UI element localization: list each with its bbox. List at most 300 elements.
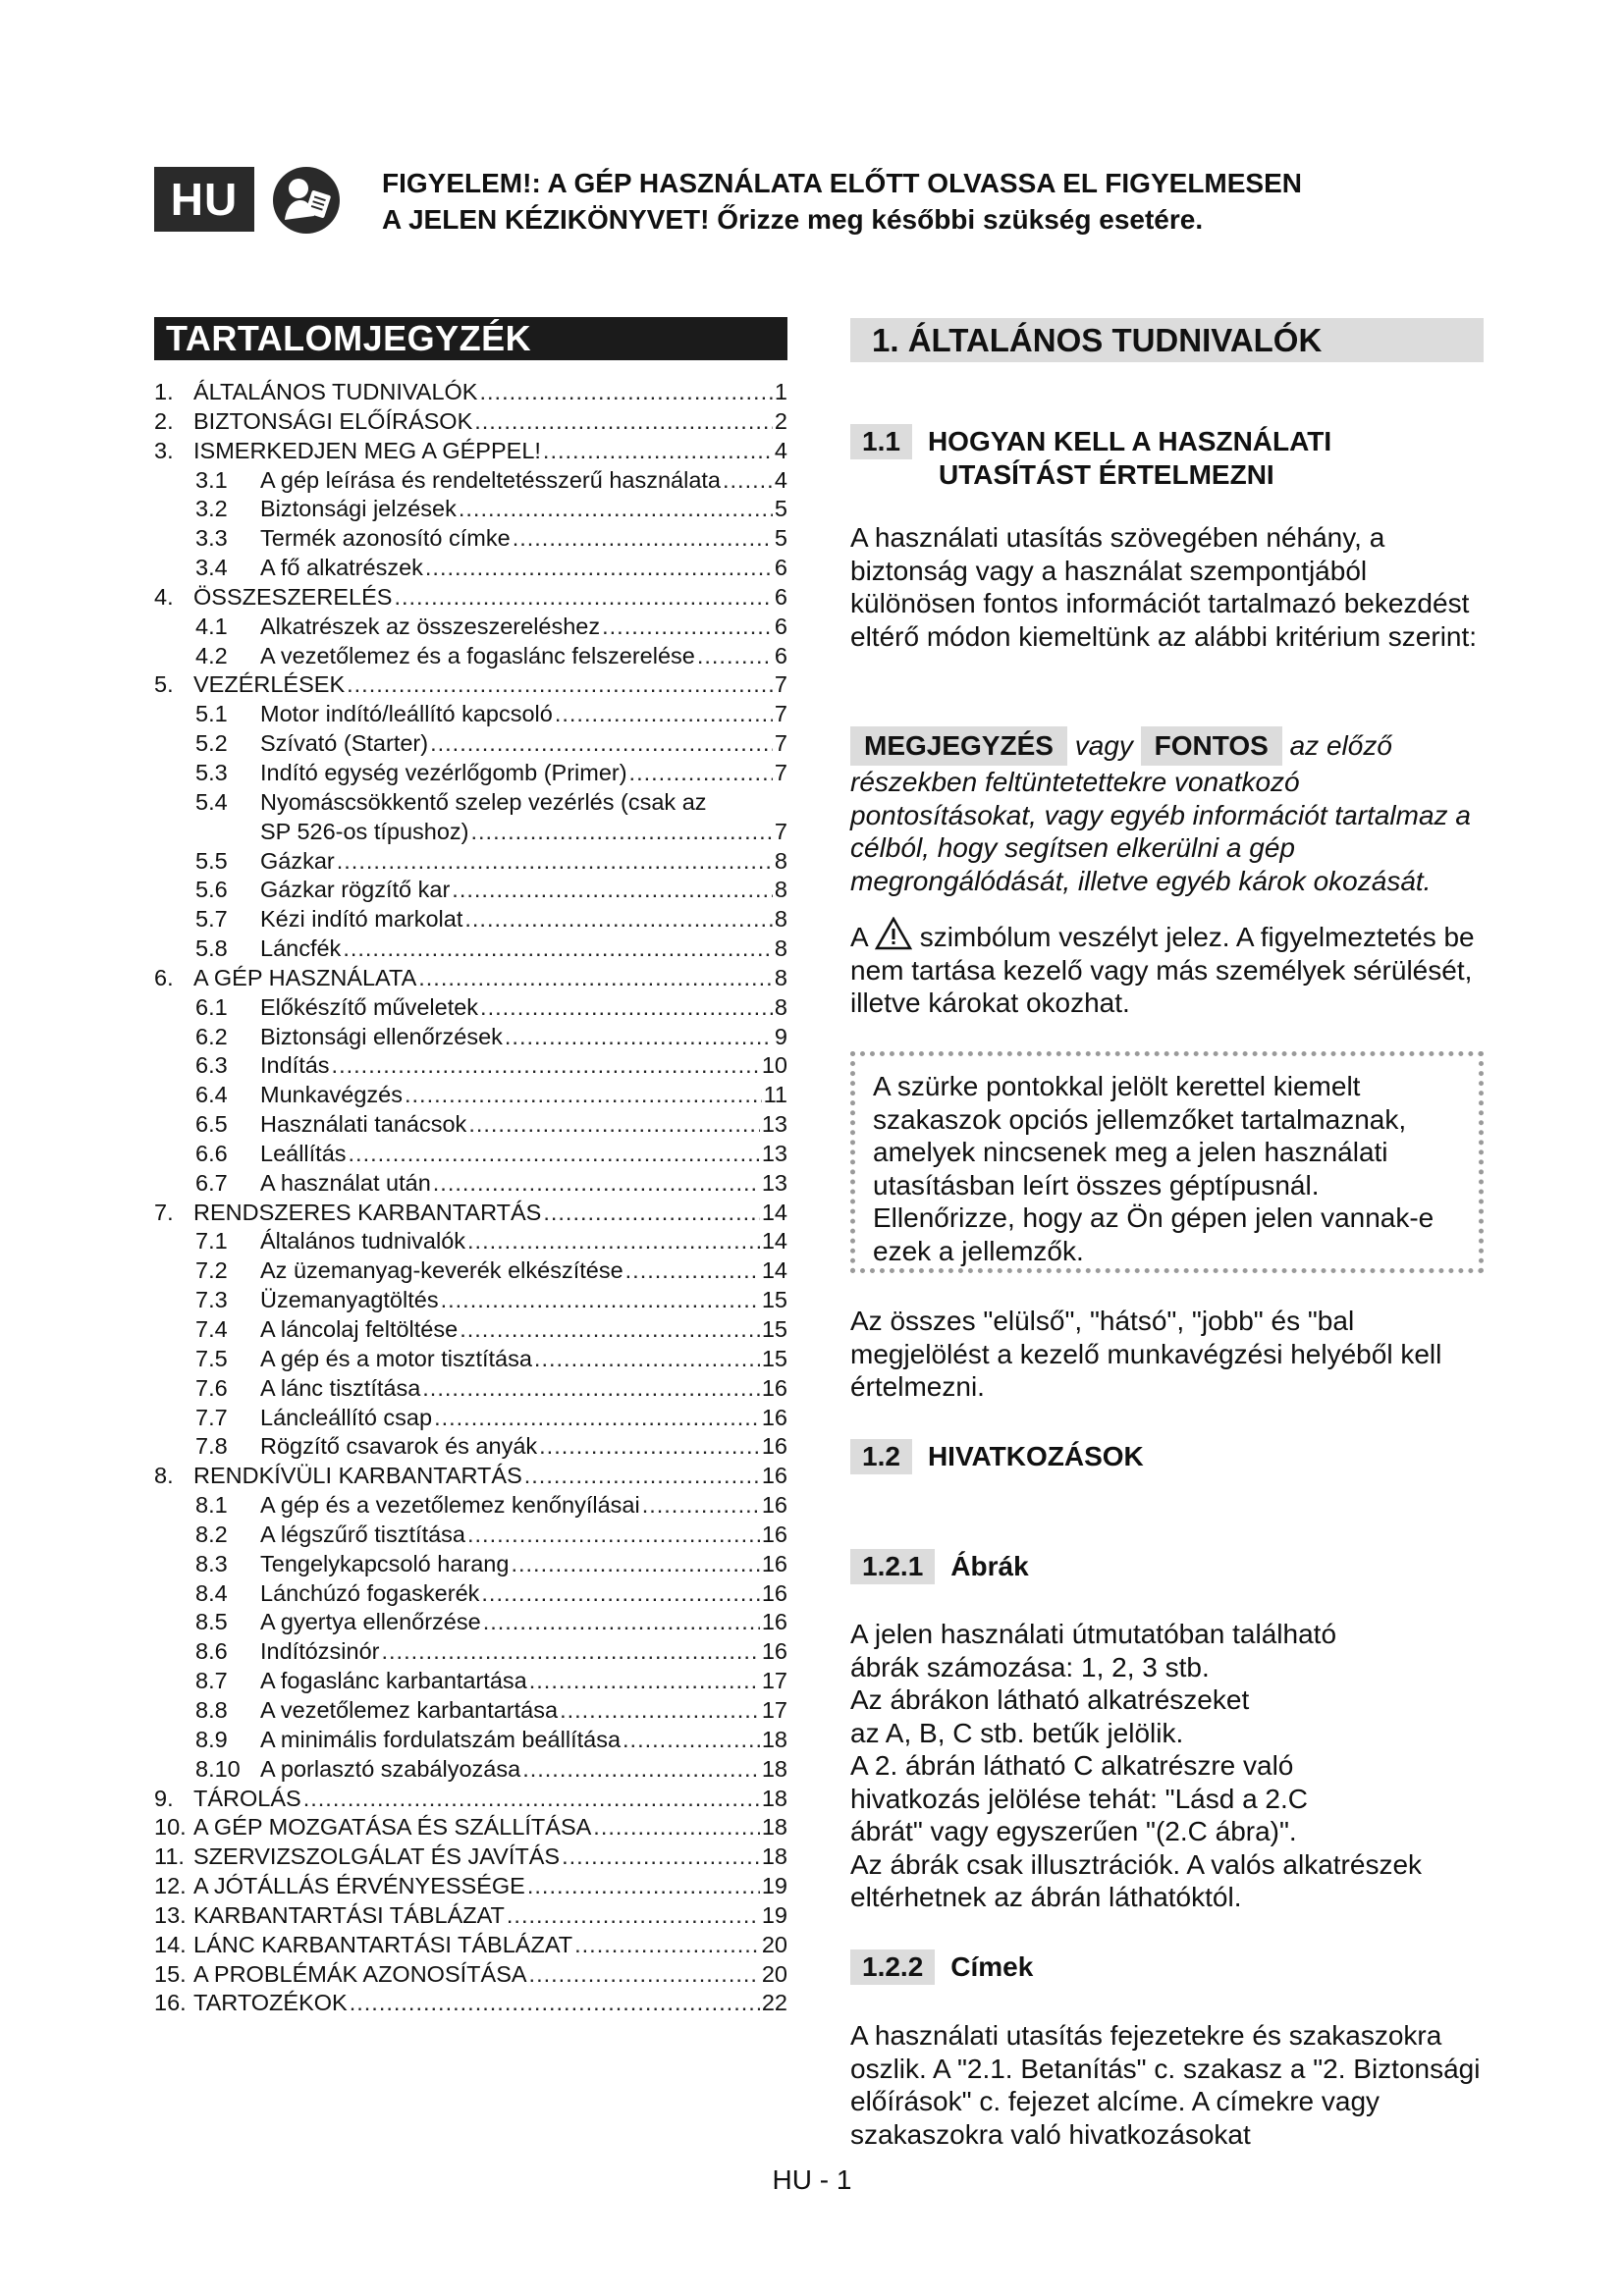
toc-entry-title: A használat után bbox=[260, 1169, 431, 1196]
toc-entry-page: 16 bbox=[761, 1609, 787, 1635]
toc-entry-title: Tengelykapcsoló harang bbox=[260, 1550, 510, 1576]
toc-dot-leader bbox=[459, 496, 773, 522]
toc-entry-page: 22 bbox=[761, 1990, 787, 2016]
toc-entry-title: ÖSSZESZERELÉS bbox=[193, 583, 393, 610]
toc-dot-leader bbox=[723, 467, 773, 494]
toc-entry[interactable] bbox=[154, 1756, 787, 1786]
section-1-2-2-title: Címek bbox=[950, 1951, 1034, 1982]
toc-entry[interactable] bbox=[154, 1492, 787, 1522]
toc-entry[interactable] bbox=[154, 906, 787, 935]
toc-entry[interactable] bbox=[154, 965, 787, 994]
toc-entry-title: A gyertya ellenőrzése bbox=[260, 1609, 481, 1635]
toc-entry-title: Indító egység vezérlőgomb (Primer) bbox=[260, 759, 627, 785]
section-1-2-1-number: 1.2.1 bbox=[850, 1549, 935, 1584]
toc-entry[interactable] bbox=[154, 701, 787, 730]
toc-entry-page: 18 bbox=[761, 1843, 787, 1870]
toc-entry[interactable] bbox=[154, 1990, 787, 2019]
page-number: HU - 1 bbox=[772, 2164, 852, 2195]
section-1-2-1-heading bbox=[850, 1549, 1029, 1584]
toc-entry[interactable] bbox=[154, 730, 787, 760]
toc-entry-title: Láncleállító csap bbox=[260, 1404, 433, 1430]
section-1-2-heading bbox=[850, 1439, 1144, 1474]
toc-entry-page: 14 bbox=[761, 1228, 787, 1255]
toc-dot-leader bbox=[430, 730, 773, 757]
toc-entry[interactable] bbox=[154, 1287, 787, 1316]
toc-entry-number: 4.1 bbox=[195, 613, 228, 639]
toc-entry-title: Termék azonosító címke bbox=[260, 525, 511, 552]
toc-entry[interactable] bbox=[154, 935, 787, 965]
toc-entry-page: 5 bbox=[774, 496, 787, 522]
toc-entry-page: 15 bbox=[761, 1345, 787, 1371]
figures-line-9: eltérhetnek az ábrán láthatóktól. bbox=[850, 1882, 1242, 1912]
toc-entry[interactable] bbox=[154, 1141, 787, 1170]
toc-dot-leader bbox=[418, 965, 773, 991]
toc-dot-leader bbox=[480, 994, 773, 1021]
toc-entry-number: 7.6 bbox=[195, 1374, 228, 1401]
figures-line-3: Az ábrákon látható alkatrészeket bbox=[850, 1684, 1250, 1715]
figures-line-4: az A, B, C stb. betűk jelölik. bbox=[850, 1717, 1184, 1748]
toc-dot-leader bbox=[467, 1522, 760, 1548]
toc-entry-title: Előkészítő műveletek bbox=[260, 993, 479, 1020]
toc-entry-number: 5.4 bbox=[195, 788, 228, 815]
toc-dot-leader bbox=[507, 1902, 760, 1929]
toc-entry-number: 8.6 bbox=[195, 1638, 228, 1665]
toc-entry-number: 5.7 bbox=[195, 906, 228, 933]
toc-dot-leader bbox=[539, 1433, 760, 1460]
toc-entry[interactable] bbox=[154, 760, 787, 789]
toc-entry[interactable] bbox=[154, 1316, 787, 1346]
toc-entry-number: 2. bbox=[154, 407, 174, 434]
toc-entry-number: 6.5 bbox=[195, 1111, 228, 1138]
toc-entry-page: 8 bbox=[774, 906, 787, 933]
toc-entry-page: 16 bbox=[761, 1521, 787, 1547]
figures-line-5: A 2. ábrán látható C alkatrészre való bbox=[850, 1750, 1294, 1781]
toc-dot-leader bbox=[464, 906, 773, 933]
toc-entry-title: Használati tanácsok bbox=[260, 1111, 467, 1138]
toc-entry-page: 7 bbox=[774, 759, 787, 785]
toc-entry-number: 5. bbox=[154, 671, 174, 698]
toc-entry-page: 7 bbox=[774, 818, 787, 844]
toc-entry[interactable] bbox=[154, 1375, 787, 1405]
toc-entry-number: 12. bbox=[154, 1873, 187, 1899]
toc-entry-title: Nyomáscsökkentő szelep vezérlés (csak az bbox=[260, 788, 707, 815]
figures-line-8: Az ábrák csak illusztrációk. A valós alkatrészek bbox=[850, 1848, 1423, 1880]
toc-entry-title: RENDKÍVÜLI KARBANTARTÁS bbox=[193, 1463, 522, 1489]
toc-entry[interactable] bbox=[154, 1638, 787, 1668]
toc-entry-title: Gázkar bbox=[260, 847, 335, 874]
toc-entry-page: 8 bbox=[774, 993, 787, 1020]
toc-entry-number: 8.10 bbox=[195, 1755, 241, 1782]
section-1-title: 1. ÁLTALÁNOS TUDNIVALÓK bbox=[850, 318, 1484, 362]
toc-entry-page: 7 bbox=[774, 730, 787, 757]
toc-dot-leader bbox=[483, 1609, 760, 1635]
toc-entry-title: TÁROLÁS bbox=[193, 1785, 301, 1811]
toc-entry-page: 11 bbox=[763, 1082, 787, 1108]
toc-entry-title: Láncfék bbox=[260, 935, 342, 962]
toc-dot-leader bbox=[524, 1463, 760, 1489]
toc-entry-page: 18 bbox=[761, 1785, 787, 1811]
toc-entry-number: 8.4 bbox=[195, 1579, 228, 1606]
warning-triangle-icon bbox=[875, 917, 912, 950]
toc-entry[interactable] bbox=[154, 1551, 787, 1580]
toc-entry-page: 16 bbox=[761, 1463, 787, 1489]
toc-entry-title: A légszűrő tisztítása bbox=[260, 1521, 465, 1547]
toc-entry[interactable] bbox=[154, 1082, 787, 1111]
toc-dot-leader bbox=[337, 848, 773, 875]
figures-line-1: A jelen használati útmutatóban található bbox=[850, 1619, 1337, 1649]
toc-entry-number: 7.2 bbox=[195, 1257, 228, 1284]
toc-entry-number: 6.4 bbox=[195, 1082, 228, 1108]
toc-entry-page: 16 bbox=[761, 1579, 787, 1606]
toc-entry[interactable] bbox=[154, 1228, 787, 1257]
toc-entry-title: A vezetőlemez és a fogaslánc felszerelése bbox=[260, 642, 695, 668]
toc-entry-page: 17 bbox=[761, 1696, 787, 1723]
toc-entry-number: 3.4 bbox=[195, 555, 228, 581]
toc-entry[interactable] bbox=[154, 438, 787, 467]
toc-entry-title: VEZÉRLÉSEK bbox=[193, 671, 346, 698]
toc-entry[interactable] bbox=[154, 1405, 787, 1434]
toc-entry-title: A láncolaj feltöltése bbox=[260, 1316, 459, 1342]
toc-entry[interactable] bbox=[154, 1902, 787, 1932]
toc-entry[interactable] bbox=[154, 643, 787, 672]
toc-dot-leader bbox=[534, 1346, 760, 1372]
toc-entry[interactable] bbox=[154, 994, 787, 1024]
toc-entry-number: 8.7 bbox=[195, 1668, 228, 1694]
toc-dot-leader bbox=[422, 1375, 760, 1402]
toc-dot-leader bbox=[405, 1082, 762, 1108]
toc-entry-page: 4 bbox=[774, 466, 787, 493]
toc-entry-title: Kézi indító markolat bbox=[260, 906, 463, 933]
important-tag: FONTOS bbox=[1141, 726, 1282, 766]
toc-entry-number: 9. bbox=[154, 1785, 174, 1811]
toc-entry[interactable] bbox=[154, 496, 787, 525]
toc-dot-leader bbox=[543, 1200, 760, 1226]
toc-entry-page: 7 bbox=[774, 671, 787, 698]
toc-entry-number: 13. bbox=[154, 1901, 187, 1928]
toc-entry-title: A gép leírása és rendeltetésszerű használata bbox=[260, 466, 721, 493]
toc-entry-number: 6.1 bbox=[195, 993, 228, 1020]
toc-entry-title: Motor indító/leállító kapcsoló bbox=[260, 701, 553, 727]
toc-title: TARTALOMJEGYZÉK bbox=[154, 317, 787, 360]
toc-dot-leader bbox=[529, 1961, 760, 1988]
toc-entry-title: ÁLTALÁNOS TUDNIVALÓK bbox=[193, 379, 478, 404]
orientation-paragraph: Az összes "elülső", "hátsó", "jobb" és "bal megjelölést a kezelő munkavégzési helyéből kell értelmezni. bbox=[850, 1306, 1442, 1402]
toc-entry-page: 7 bbox=[774, 701, 787, 727]
toc-entry[interactable] bbox=[154, 1814, 787, 1843]
toc-entry[interactable] bbox=[154, 555, 787, 584]
toc-entry-title: A minimális fordulatszám beállítása bbox=[260, 1726, 622, 1752]
toc-entry-title: A gép és a vezetőlemez kenőnyílásai bbox=[260, 1492, 640, 1519]
toc-entry[interactable] bbox=[154, 1346, 787, 1375]
toc-entry-number: 5.5 bbox=[195, 847, 228, 874]
toc-dot-leader bbox=[479, 379, 772, 405]
toc-entry-page: 8 bbox=[774, 877, 787, 903]
toc-dot-leader bbox=[468, 1111, 760, 1138]
toc-dot-leader bbox=[527, 1873, 760, 1899]
read-manual-icon bbox=[271, 165, 342, 236]
toc-entry-number: 8. bbox=[154, 1463, 174, 1489]
toc-entry-number: 6.7 bbox=[195, 1169, 228, 1196]
toc-entry-title: RENDSZERES KARBANTARTÁS bbox=[193, 1199, 542, 1225]
toc-entry-page: 9 bbox=[774, 1023, 787, 1049]
toc-entry[interactable] bbox=[154, 1843, 787, 1873]
toc-entry-title: A porlasztó szabályozása bbox=[260, 1755, 521, 1782]
section-1-2-title: HIVATKOZÁSOK bbox=[927, 1441, 1144, 1471]
section-1-2-number: 1.2 bbox=[850, 1439, 912, 1474]
figures-line-6: hivatkozás jelölése tehát: "Lásd a 2.C bbox=[850, 1783, 1308, 1814]
intro-paragraph: A használati utasítás szövegében néhány, a biztonság vagy a használat szempontjából különösen fontos információt tartalmazó bekezdést eltérő módon kiemeltünk az alábbi kritérium szerint: bbox=[850, 522, 1478, 652]
toc-entry[interactable] bbox=[154, 379, 787, 408]
toc-entry-page: 16 bbox=[761, 1492, 787, 1519]
toc-entry-number: 14. bbox=[154, 1931, 187, 1957]
toc-entry-number: 7.8 bbox=[195, 1433, 228, 1460]
toc-entry-number: 6.6 bbox=[195, 1140, 228, 1166]
toc-entry[interactable] bbox=[154, 1873, 787, 1902]
optional-features-box: A szürke pontokkal jelölt kerettel kiemelt szakaszok opciós jellemzőket tartalmaznak, amelyek nincsenek meg a jelen használati utasításban leírt összes géptípusnál. Ellenőrizze, hogy az Ön gépen jelen vannak-e ezek a jellemzők. bbox=[850, 1051, 1484, 1273]
danger-text-a: A bbox=[850, 922, 868, 952]
toc-entry-title: Munkavégzés bbox=[260, 1082, 403, 1108]
section-1-2-2-number: 1.2.2 bbox=[850, 1949, 935, 1985]
toc-entry[interactable] bbox=[154, 877, 787, 906]
toc-entry-title: ISMERKEDJEN MEG A GÉPPEL! bbox=[193, 437, 541, 463]
toc-entry-number: 6.3 bbox=[195, 1052, 228, 1079]
toc-entry-page: 13 bbox=[761, 1140, 787, 1166]
toc-entry[interactable] bbox=[154, 1111, 787, 1141]
toc-entry-page: 8 bbox=[774, 964, 787, 990]
toc-entry-number: 5.6 bbox=[195, 877, 228, 903]
toc-entry-number: 5.3 bbox=[195, 759, 228, 785]
toc-dot-leader bbox=[625, 1257, 760, 1284]
toc-entry-title: Lánchúzó fogaskerék bbox=[260, 1579, 480, 1606]
toc-entry-page: 4 bbox=[774, 437, 787, 463]
toc-entry-title: BIZTONSÁGI ELŐÍRÁSOK bbox=[193, 407, 473, 434]
toc-dot-leader bbox=[434, 1405, 760, 1431]
toc-entry[interactable] bbox=[154, 1697, 787, 1727]
toc-entry-title: Alkatrészek az összeszereléshez bbox=[260, 613, 601, 639]
toc-dot-leader bbox=[574, 1932, 760, 1958]
section-1-1-title-line2: UTASÍTÁST ÉRTELMEZNI bbox=[939, 459, 1274, 490]
toc-dot-leader bbox=[425, 555, 773, 581]
toc-entry-title: Szívató (Starter) bbox=[260, 730, 429, 757]
toc-entry[interactable] bbox=[154, 1052, 787, 1082]
manual-warning bbox=[382, 165, 1302, 238]
toc-entry-page: 8 bbox=[774, 847, 787, 874]
toc-entry-number: 7.1 bbox=[195, 1228, 228, 1255]
toc-entry-number: 3. bbox=[154, 437, 174, 463]
toc-entry-title: A fő alkatrészek bbox=[260, 555, 423, 581]
section-1-1-number: 1.1 bbox=[850, 424, 912, 459]
toc-entry-number: 7.4 bbox=[195, 1316, 228, 1342]
toc-entry[interactable] bbox=[154, 1727, 787, 1756]
toc-entry-page: 14 bbox=[761, 1199, 787, 1225]
toc-entry[interactable] bbox=[154, 525, 787, 555]
toc-entry-number: 10. bbox=[154, 1814, 187, 1841]
titles-paragraph: A használati utasítás fejezetekre és szakaszokra oszlik. A "2.1. Betanítás" c. szakasz a "2. Biztonsági előírások" c. fejezet alcíme. A címekre vagy szakaszokra való hivatkozásokat bbox=[850, 2020, 1481, 2150]
toc-entry-title: A lánc tisztítása bbox=[260, 1374, 421, 1401]
toc-entry-number: 15. bbox=[154, 1960, 187, 1987]
toc-entry-number: 5.1 bbox=[195, 701, 228, 727]
toc-entry-number: 3.2 bbox=[195, 496, 228, 522]
toc-entry-number: 7. bbox=[154, 1199, 174, 1225]
toc-entry-page: 16 bbox=[761, 1433, 787, 1460]
toc-entry-page: 20 bbox=[761, 1960, 787, 1987]
toc-entry-number: 5.8 bbox=[195, 935, 228, 962]
toc-entry-page: 13 bbox=[761, 1111, 787, 1138]
toc-entry[interactable] bbox=[154, 789, 787, 819]
toc-entry-number: 8.2 bbox=[195, 1521, 228, 1547]
toc-entry[interactable] bbox=[154, 1609, 787, 1638]
toc-entry-number: 4.2 bbox=[195, 642, 228, 668]
toc-dot-leader bbox=[349, 1141, 760, 1167]
figures-line-2: ábrák számozása: 1, 2, 3 stb. bbox=[850, 1651, 1210, 1682]
toc-dot-leader bbox=[629, 760, 773, 786]
danger-paragraph bbox=[850, 917, 1484, 1020]
toc-entry-page: 20 bbox=[761, 1931, 787, 1957]
toc-entry[interactable] bbox=[154, 408, 787, 438]
toc-entry-number: 4. bbox=[154, 583, 174, 610]
toc-dot-leader bbox=[602, 614, 773, 640]
toc-entry-title: Üzemanyagtöltés bbox=[260, 1287, 439, 1313]
toc-entry-number: 8.3 bbox=[195, 1550, 228, 1576]
section-1-1-heading bbox=[850, 424, 1331, 491]
toc-entry-number: 8.8 bbox=[195, 1696, 228, 1723]
toc-entry[interactable] bbox=[154, 1786, 787, 1815]
toc-entry-page: 10 bbox=[761, 1052, 787, 1079]
toc-entry[interactable] bbox=[154, 1024, 787, 1053]
toc-entry-title: A GÉP HASZNÁLATA bbox=[193, 964, 417, 990]
toc-entry-title: Biztonsági ellenőrzések bbox=[260, 1023, 503, 1049]
toc-entry[interactable] bbox=[154, 1257, 787, 1287]
toc-dot-leader bbox=[593, 1814, 760, 1841]
toc-entry-number: 3.1 bbox=[195, 466, 228, 493]
toc-dot-leader bbox=[460, 1316, 760, 1343]
toc-entry-page: 14 bbox=[761, 1257, 787, 1284]
toc-entry-title: A PROBLÉMÁK AZONOSÍTÁSA bbox=[193, 1960, 527, 1987]
toc-entry[interactable] bbox=[154, 467, 787, 497]
toc-entry[interactable] bbox=[154, 1961, 787, 1991]
toc-dot-leader bbox=[623, 1727, 760, 1753]
toc-entry-number: 1. bbox=[154, 379, 174, 404]
toc-entry-number: 11. bbox=[154, 1843, 185, 1870]
or-word: vagy bbox=[1074, 730, 1133, 761]
toc-entry-number: 7.7 bbox=[195, 1404, 228, 1430]
toc-entry[interactable] bbox=[154, 1433, 787, 1463]
toc-entry-number: 6.2 bbox=[195, 1023, 228, 1049]
toc-entry-page: 16 bbox=[761, 1550, 787, 1576]
toc-entry-title: LÁNC KARBANTARTÁSI TÁBLÁZAT bbox=[193, 1931, 573, 1957]
toc-dot-leader bbox=[433, 1170, 760, 1197]
toc-entry-page: 19 bbox=[761, 1873, 787, 1899]
toc-dot-leader bbox=[562, 1843, 760, 1870]
toc-dot-leader bbox=[303, 1786, 760, 1812]
toc-entry[interactable] bbox=[154, 1580, 787, 1610]
toc-entry-title: Az üzemanyag-keverék elkészítése bbox=[260, 1257, 623, 1284]
toc-dot-leader bbox=[555, 701, 773, 727]
language-badge: HU bbox=[154, 167, 254, 232]
toc-entry[interactable] bbox=[154, 1932, 787, 1961]
toc-dot-leader bbox=[522, 1756, 760, 1783]
toc-entry-page: 5 bbox=[774, 525, 787, 552]
toc-entry-page: 13 bbox=[761, 1169, 787, 1196]
toc-entry-title: SP 526-os típushoz) bbox=[260, 818, 469, 844]
note-paragraph bbox=[850, 726, 1484, 897]
toc-entry-title: A JÓTÁLLÁS ÉRVÉNYESSÉGE bbox=[193, 1873, 525, 1899]
toc-dot-leader bbox=[697, 643, 773, 669]
figures-line-7: ábrát" vagy egyszerűen "(2.C ábra)". bbox=[850, 1816, 1297, 1846]
table-of-contents bbox=[154, 379, 787, 2019]
toc-entry-title: KARBANTARTÁSI TÁBLÁZAT bbox=[193, 1901, 505, 1928]
toc-entry-title: SZERVIZSZOLGÁLAT ÉS JAVÍTÁS bbox=[193, 1843, 561, 1870]
toc-entry-title: Gázkar rögzítő kar bbox=[260, 877, 451, 903]
toc-dot-leader bbox=[642, 1492, 760, 1519]
toc-entry[interactable] bbox=[154, 1200, 787, 1229]
toc-entry[interactable] bbox=[154, 1522, 787, 1551]
toc-entry-title: Általános tudnivalók bbox=[260, 1228, 466, 1255]
note-text: előző részekben feltüntetettekre vonatkozó pontosításokat, vagy egyéb információt tartalmaz a célból, hogy segítsen elkerülni a gép megrongálódását, illetve egyéb károk okozását. bbox=[850, 730, 1471, 896]
toc-dot-leader bbox=[350, 1990, 760, 2016]
toc-entry[interactable] bbox=[154, 819, 787, 848]
toc-entry-title: A fogaslánc karbantartása bbox=[260, 1668, 527, 1694]
figures-paragraph bbox=[850, 1618, 1484, 1914]
toc-entry-number: 16. bbox=[154, 1990, 187, 2016]
toc-dot-leader bbox=[505, 1024, 773, 1050]
section-1-2-1-title: Ábrák bbox=[950, 1551, 1029, 1581]
toc-entry-title: Indítás bbox=[260, 1052, 330, 1079]
toc-entry-number: 8.9 bbox=[195, 1726, 228, 1752]
toc-entry-page: 8 bbox=[774, 935, 787, 962]
toc-dot-leader bbox=[347, 671, 773, 698]
toc-entry-title: A GÉP MOZGATÁSA ÉS SZÁLLÍTÁSA bbox=[193, 1814, 592, 1841]
toc-entry[interactable] bbox=[154, 1463, 787, 1492]
toc-entry[interactable] bbox=[154, 671, 787, 701]
toc-entry-number: 8.5 bbox=[195, 1609, 228, 1635]
toc-entry-page: 18 bbox=[761, 1755, 787, 1782]
warning-line-1: FIGYELEM!: A GÉP HASZNÁLATA ELŐTT OLVASSA EL FIGYELMESEN bbox=[382, 168, 1302, 198]
toc-entry-page: 1 bbox=[774, 379, 787, 404]
toc-entry-number: 7.3 bbox=[195, 1287, 228, 1313]
toc-entry-title: A vezetőlemez karbantartása bbox=[260, 1696, 559, 1723]
danger-text-b: szimbólum veszélyt jelez. A figyelmeztetés be nem tartása kezelő vagy más személyek sérülését, illetve károkat okozhat. bbox=[850, 922, 1475, 1018]
toc-dot-leader bbox=[481, 1580, 759, 1607]
toc-entry-page: 18 bbox=[761, 1726, 787, 1752]
toc-entry[interactable] bbox=[154, 1668, 787, 1697]
toc-dot-leader bbox=[394, 584, 772, 611]
note-start: az bbox=[1289, 730, 1320, 761]
toc-dot-leader bbox=[343, 935, 773, 962]
toc-entry-page: 16 bbox=[761, 1374, 787, 1401]
toc-entry-title: A gép és a motor tisztítása bbox=[260, 1345, 532, 1371]
toc-dot-leader bbox=[513, 525, 773, 552]
toc-dot-leader bbox=[441, 1287, 760, 1313]
section-1-1-title-line1: HOGYAN KELL A HASZNÁLATI bbox=[927, 426, 1332, 456]
toc-entry[interactable] bbox=[154, 614, 787, 643]
toc-dot-leader bbox=[471, 819, 773, 845]
toc-dot-leader bbox=[467, 1228, 760, 1255]
toc-entry-title: Indítózsinór bbox=[260, 1638, 380, 1665]
toc-entry[interactable] bbox=[154, 1170, 787, 1200]
toc-entry-page: 19 bbox=[761, 1901, 787, 1928]
toc-entry-page: 2 bbox=[774, 407, 787, 434]
warning-line-2: A JELEN KÉZIKÖNYVET! Őrizze meg későbbi szükség esetére. bbox=[382, 204, 1204, 235]
note-tag: MEGJEGYZÉS bbox=[850, 726, 1067, 766]
toc-entry-title: Rögzítő csavarok és anyák bbox=[260, 1433, 538, 1460]
toc-dot-leader bbox=[511, 1551, 759, 1577]
toc-entry-page: 6 bbox=[774, 613, 787, 639]
toc-entry-number: 8.1 bbox=[195, 1492, 228, 1519]
toc-entry-page: 16 bbox=[761, 1404, 787, 1430]
toc-entry[interactable] bbox=[154, 584, 787, 614]
toc-entry[interactable] bbox=[154, 848, 787, 878]
